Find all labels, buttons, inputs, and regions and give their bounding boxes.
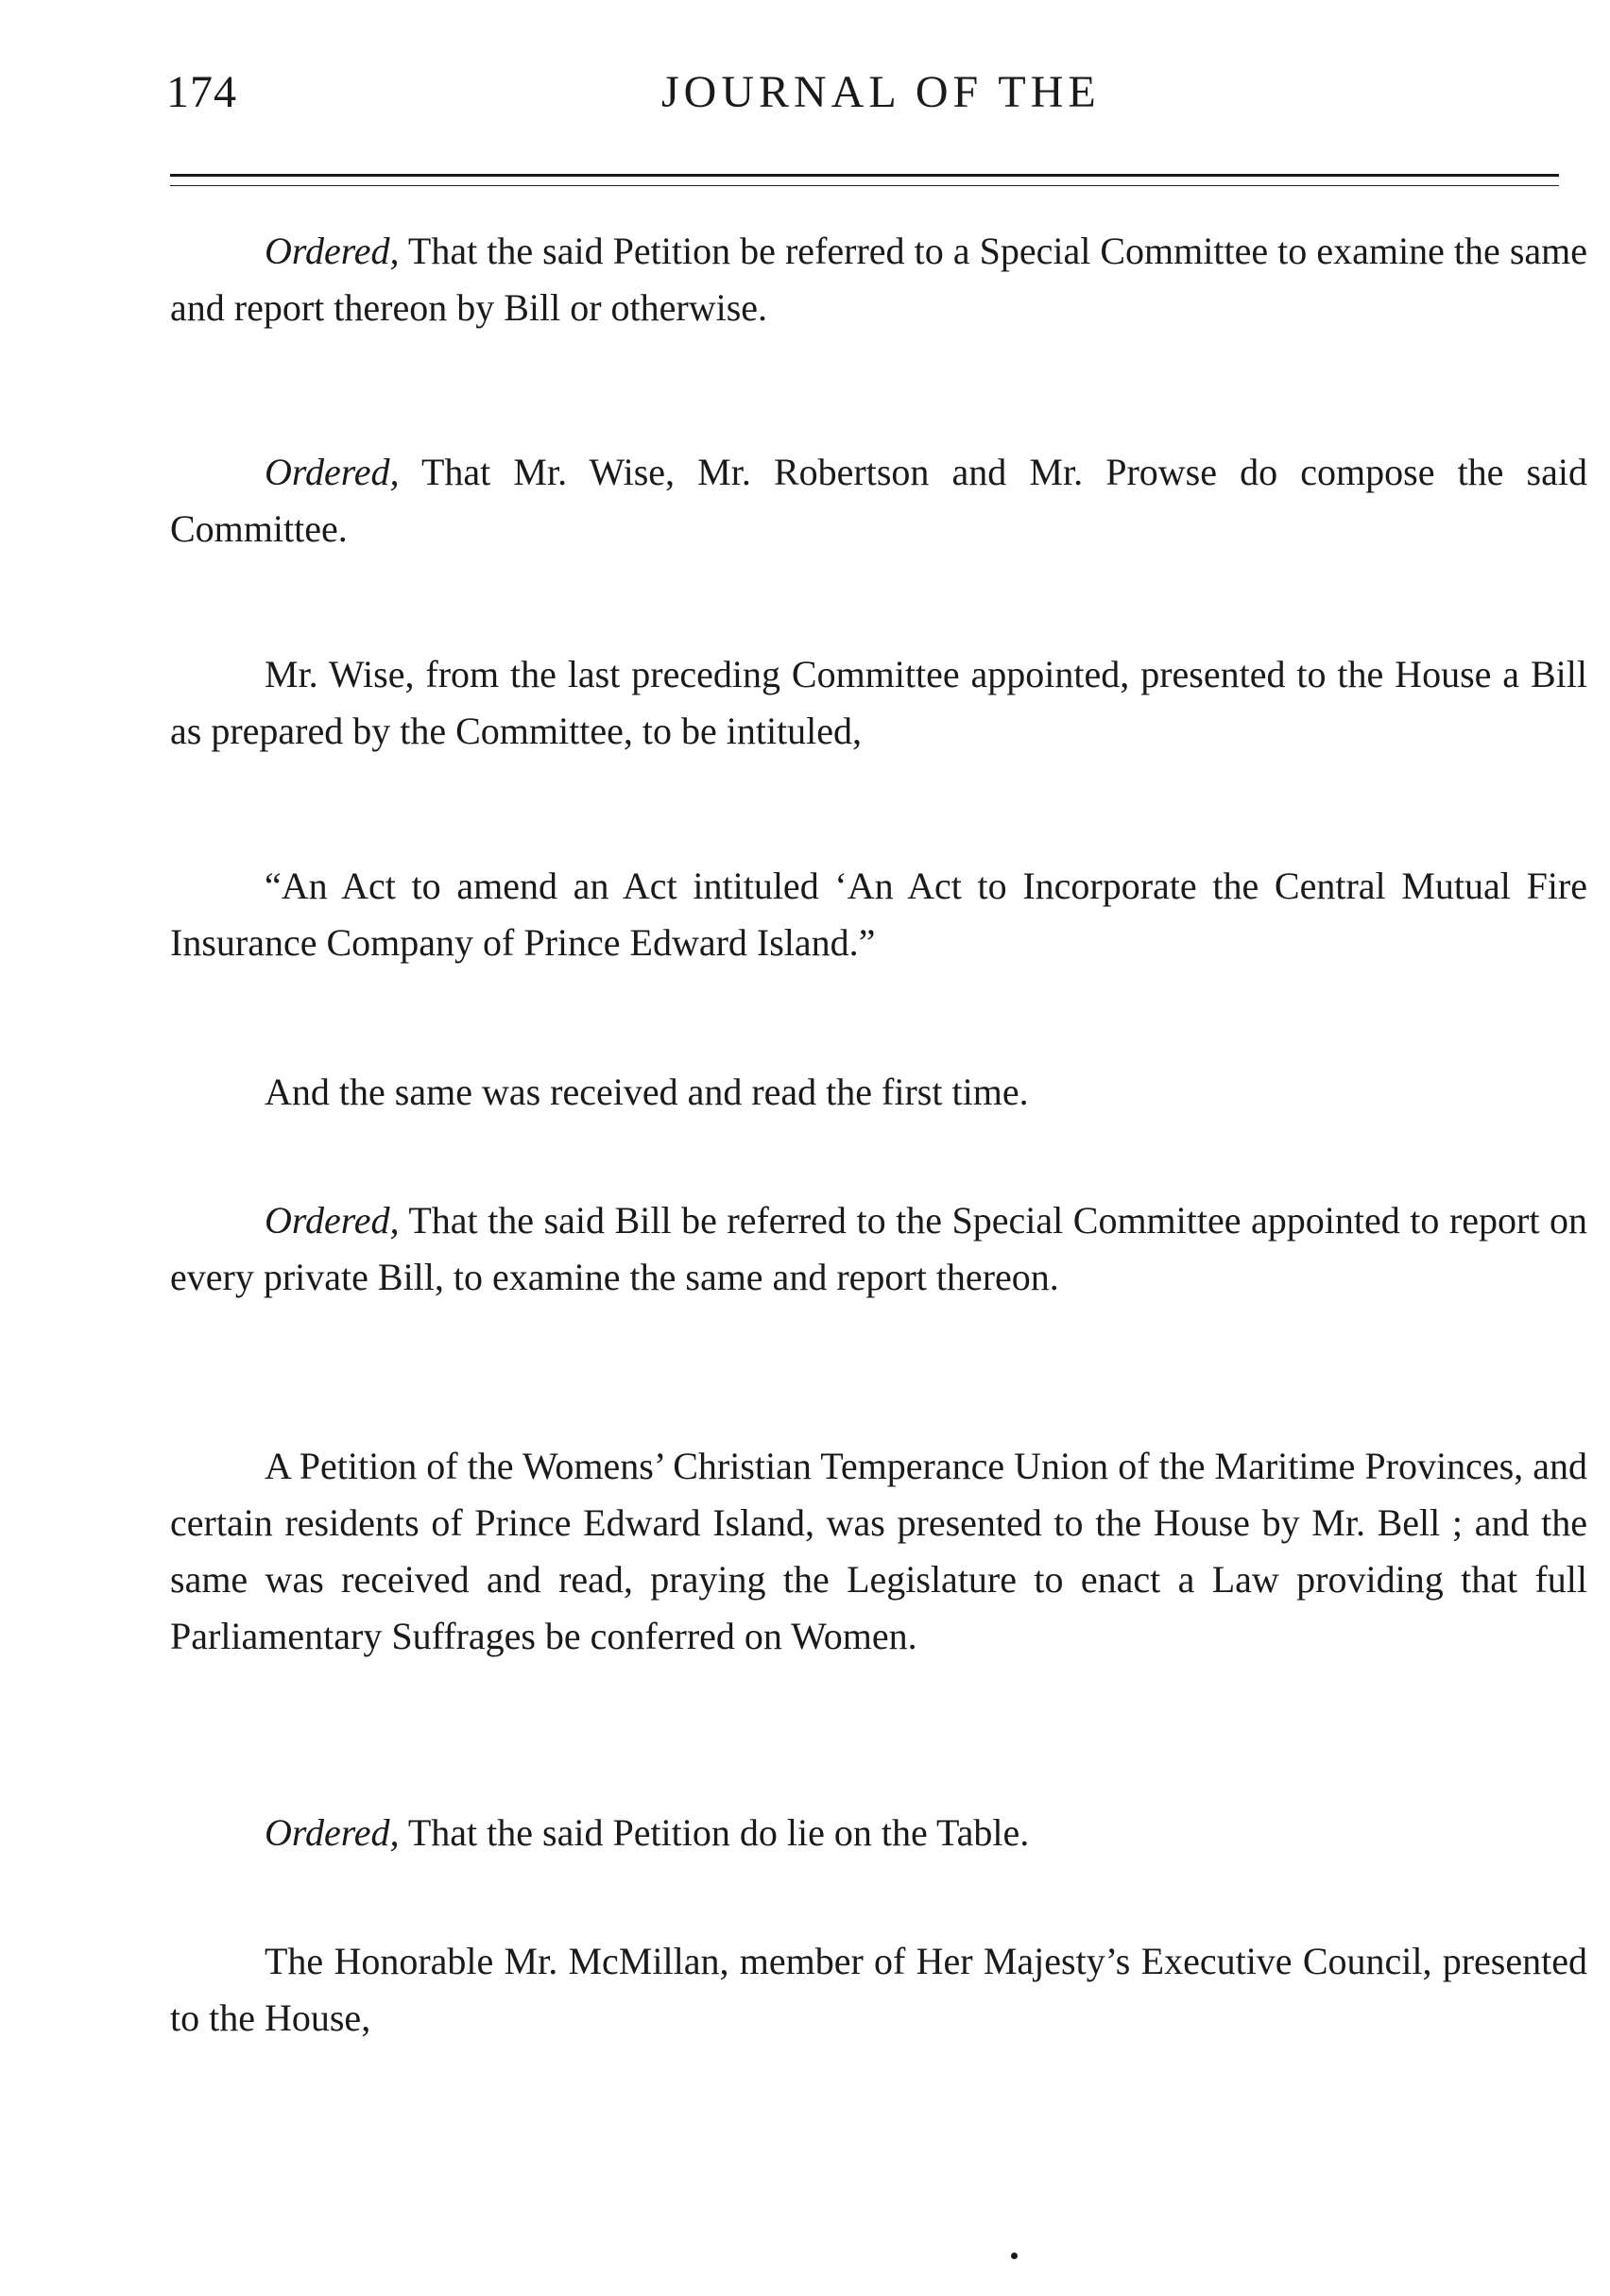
paragraph-text: Mr. Wise, from the last preceding Committee appointed, presented to the House a Bill as prepared by the Committee, to be intituled, xyxy=(170,653,1587,752)
ordered-lead: Ordered, xyxy=(265,1811,400,1854)
paragraph-text: That the said Bill be referred to the Special Committee appointed to report on every private Bill, to examine the same and report thereon. xyxy=(170,1199,1587,1298)
paragraph-text: That the said Petition be referred to a Special Committee to examine the same and report thereon by Bill or otherwise. xyxy=(170,230,1587,329)
print-speck xyxy=(1011,2253,1018,2259)
paragraph-text: A Petition of the Womens’ Christian Temperance Union of the Maritime Provinces, and certain residents of Prince Edward Island, was presented to the House by Mr. Bell ; and the same was received and read, praying the Legislature to enact a Law providing that full Parliamentary Suffrages be conferred on Women. xyxy=(170,1445,1587,1657)
running-head: JOURNAL OF THE xyxy=(661,67,1101,117)
paragraph-text: That the said Petition do lie on the Table. xyxy=(399,1811,1030,1854)
header-rule-thin xyxy=(170,185,1559,186)
paragraph-text: “An Act to amend an Act intituled ‘An Act to Incorporate the Central Mutual Fire Insurance Company of Prince Edward Island.” xyxy=(170,865,1587,964)
header-rule xyxy=(170,174,1559,177)
paragraph-order-committee-members xyxy=(170,444,1587,557)
ordered-lead: Ordered, xyxy=(265,1199,400,1242)
paragraph-text: That Mr. Wise, Mr. Robertson and Mr. Prowse do compose the said Committee. xyxy=(170,451,1587,550)
paragraph-mcmillan-presented xyxy=(170,1933,1587,2047)
ordered-lead: Ordered, xyxy=(265,451,400,493)
paragraph-first-reading xyxy=(170,1064,1587,1121)
paragraph-order-lie-on-table xyxy=(170,1805,1587,1861)
paragraph-act-title xyxy=(170,858,1587,971)
paragraph-order-bill-referred xyxy=(170,1192,1587,1306)
paragraph-bill-presented xyxy=(170,646,1587,760)
paragraph-wctu-petition xyxy=(170,1438,1587,1665)
page-number: 174 xyxy=(166,67,237,117)
paragraph-text: And the same was received and read the first time. xyxy=(265,1071,1029,1113)
paragraph-order-special-committee xyxy=(170,223,1587,336)
paragraph-text: The Honorable Mr. McMillan, member of Her Majesty’s Executive Council, presented to the House, xyxy=(170,1940,1587,2039)
ordered-lead: Ordered, xyxy=(265,230,400,272)
